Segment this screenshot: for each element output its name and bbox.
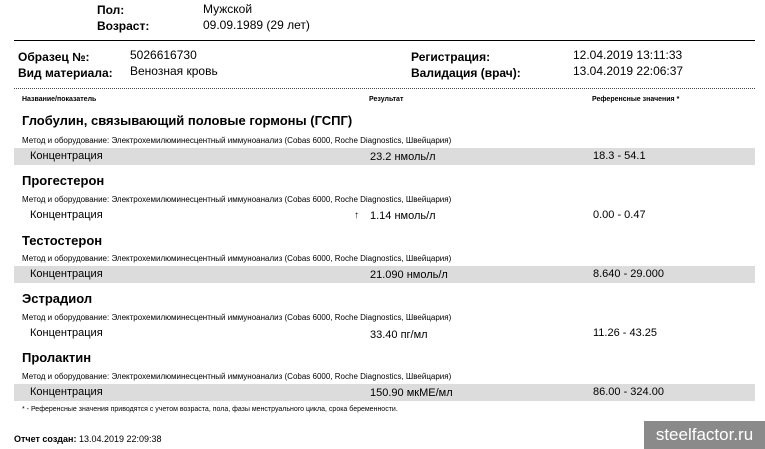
column-header-name: Название/показатель <box>22 96 97 103</box>
result-row-value: 21.090 нмоль/л <box>370 269 448 281</box>
result-row-value: 1.14 нмоль/л <box>370 210 436 222</box>
report-created <box>14 434 162 444</box>
sex-value: Мужской <box>203 2 253 16</box>
sample-number-label: Образец №: <box>18 50 90 64</box>
test-method: Метод и оборудование: Электрохемилюминесцентный иммуноанализ (Cobas 6000, Roche Diagnostics, Швейцария) <box>22 136 452 145</box>
material-value: Венозная кровь <box>130 64 218 78</box>
validation-value: 13.04.2019 22:06:37 <box>573 64 684 78</box>
column-header-result: Результат <box>369 96 404 103</box>
registration-label: Регистрация: <box>411 50 491 64</box>
result-row-value: 33.40 пг/мл <box>370 329 428 341</box>
test-method: Метод и оборудование: Электрохемилюминесцентный иммуноанализ (Cobas 6000, Roche Diagnostics, Швейцария) <box>22 254 452 263</box>
test-title: Эстрадиол <box>22 291 93 306</box>
registration-value: 12.04.2019 13:11:33 <box>573 48 683 62</box>
watermark-badge: steelfactor.ru <box>644 421 765 449</box>
report-created-label: Отчет создан: <box>14 434 77 444</box>
result-row-reference: 86.00 - 324.00 <box>593 386 664 398</box>
result-row-label: Концентрация <box>30 209 103 221</box>
test-title: Пролактин <box>22 350 92 365</box>
column-header-reference: Референсные значения * <box>592 96 680 103</box>
result-row-reference: 11.26 - 43.25 <box>593 327 658 339</box>
age-label: Возраст: <box>97 19 150 33</box>
sample-dotted-rule <box>14 88 755 89</box>
result-row-reference: 18.3 - 54.1 <box>593 150 646 162</box>
result-row-reference: 8.640 - 29.000 <box>593 268 664 280</box>
test-method: Метод и оборудование: Электрохемилюминесцентный иммуноанализ (Cobas 6000, Roche Diagnostics, Швейцария) <box>22 195 452 204</box>
result-row-reference: 0.00 - 0.47 <box>593 209 646 221</box>
result-row-label: Концентрация <box>30 386 103 398</box>
test-title: Тестостерон <box>22 233 103 248</box>
sample-number-value: 5026616730 <box>130 48 197 62</box>
result-row-value: 150.90 мкМЕ/мл <box>370 387 453 399</box>
test-method: Метод и оборудование: Электрохемилюминесцентный иммуноанализ (Cobas 6000, Roche Diagnostics, Швейцария) <box>22 313 452 322</box>
validation-label: Валидация (врач): <box>411 66 521 80</box>
result-row-label: Концентрация <box>30 327 103 339</box>
test-title: Прогестерон <box>22 173 105 188</box>
test-title: Глобулин, связывающий половые гормоны (ГСПГ) <box>22 113 353 128</box>
arrow-up-icon: ↑ <box>354 210 359 221</box>
material-label: Вид материала: <box>18 66 113 80</box>
sex-label: Пол: <box>97 3 125 17</box>
report-created-value: 13.04.2019 22:09:38 <box>78 434 162 444</box>
header-rule <box>14 40 755 41</box>
reference-footnote: * - Референсные значения приводятся с учетом возраста, пола, фазы менструального цикла, срока беременности. <box>22 406 398 413</box>
result-row-label: Концентрация <box>30 150 103 162</box>
test-method: Метод и оборудование: Электрохемилюминесцентный иммуноанализ (Cobas 6000, Roche Diagnostics, Швейцария) <box>22 372 452 381</box>
age-value: 09.09.1989 (29 лет) <box>203 18 310 32</box>
result-row-label: Концентрация <box>30 268 103 280</box>
result-row-value: 23.2 нмоль/л <box>370 151 436 163</box>
